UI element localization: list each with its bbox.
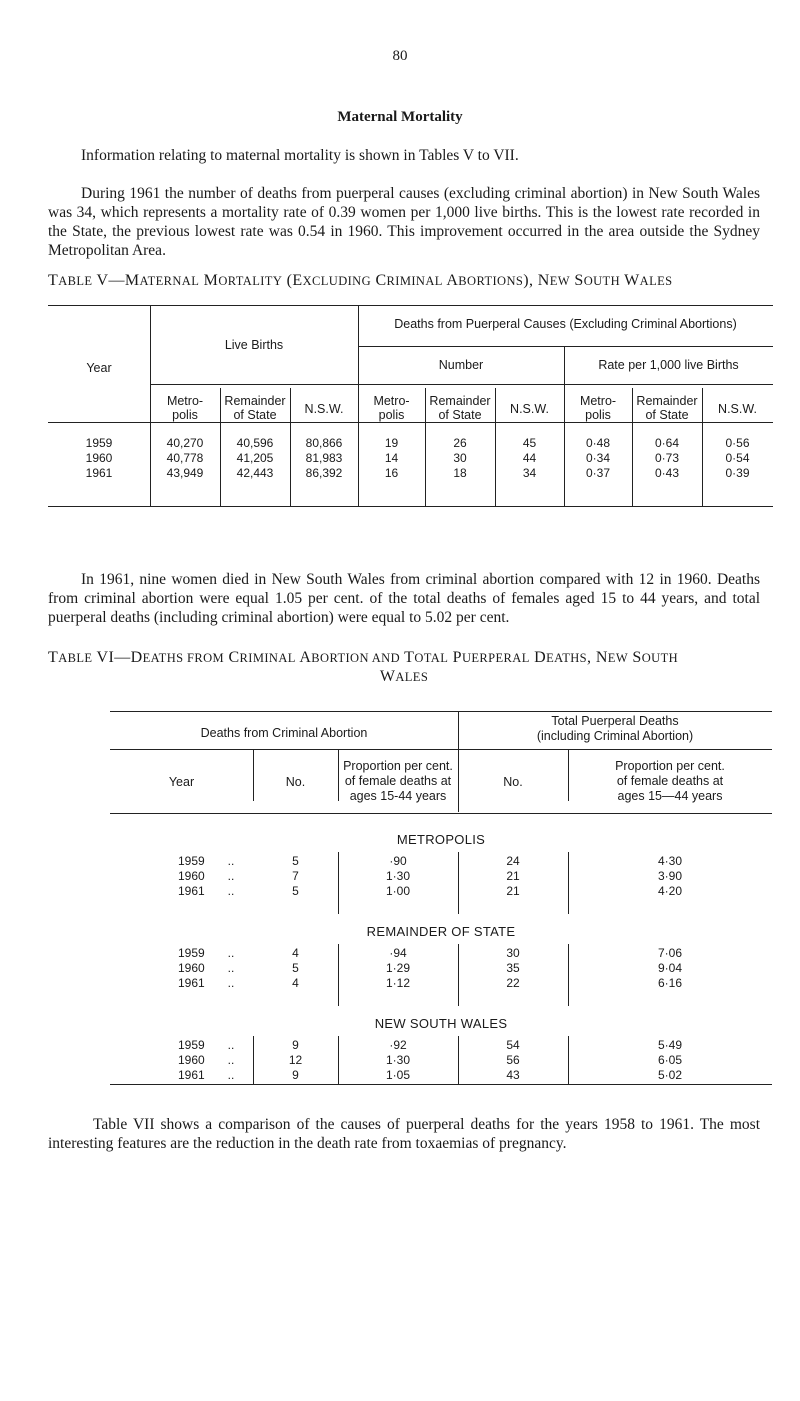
leader-dots: .. [227,869,235,883]
table-6-caption: TABLE VI—DEATHS FROM CRIMINAL ABORTION AND TOTAL PUERPERAL DEATHS, NEW SOUTH WALES [48,649,679,685]
table-cell: 5·02 [657,1068,683,1082]
proportion-header: Proportion per cent. of female deaths at ages 15—44 years [615,759,725,803]
subheader-remainder: Remainder of State [636,394,698,422]
table-cell: 80,866 [305,436,343,450]
no-header: No. [503,775,523,789]
table-cell: 0·56 [725,436,750,450]
table-cell: 4·20 [657,884,683,898]
table-cell: 5·49 [657,1038,683,1052]
table-cell: 34 [522,466,537,480]
table-cell: 1·30 [385,1053,411,1067]
table-cell: 81,983 [305,451,343,465]
table-cell: 43,949 [166,466,204,480]
row-year: 1960 [178,869,205,883]
subheader-remainder: Remainder of State [429,394,491,422]
table-cell: 1·29 [385,961,411,975]
leader-dots: .. [227,946,235,960]
subheader-metropolis: Metro- polis [373,394,410,422]
table-cell: 0·54 [725,451,750,465]
table-cell: 0·39 [725,466,750,480]
rule [110,1084,772,1085]
row-year: 1960 [178,1053,205,1067]
table-cell: 14 [384,451,399,465]
rule [48,422,773,423]
rule [48,506,773,507]
row-year: 1961 [178,976,205,990]
table-cell: 7 [292,869,299,883]
year-header: Year [168,775,195,789]
table-cell: 6·05 [657,1053,683,1067]
table-cell: 21 [506,869,520,883]
table-cell: 1·00 [385,884,411,898]
table-cell: 7·06 [657,946,683,960]
year-header: Year [86,361,112,375]
table-cell: ·92 [389,1038,407,1052]
row-year: 1959 [178,854,205,868]
table-cell: 18 [453,466,467,480]
number-header: Number [438,358,484,372]
table-cell: 19 [384,436,399,450]
table-cell: 22 [506,976,520,990]
table-cell: ·94 [389,946,407,960]
subheader-metropolis: Metro- polis [579,394,617,422]
table-cell: 0·64 [654,436,680,450]
total-puerperal-header: Total Puerperal Deaths (including Criminal Abortion) [536,714,694,743]
table-cell: 26 [453,436,467,450]
table-cell: 45 [522,436,537,450]
subheader-metropolis: Metro- polis [166,394,204,422]
puerperal-paragraph: During 1961 the number of deaths from puerperal causes (excluding criminal abortion) in New South Wales was 34, which represents a mortality rate of 0.39 women per 1,000 live births. This is the lowest rate recorded in the State, the previous lowest rate was 0.54 in 1960. This improvement occurred in the area outside the Sydney Metropolitan Area. [48,185,760,259]
row-year: 1960 [178,961,205,975]
rule [110,711,772,712]
leader-dots: .. [227,1053,235,1067]
leader-dots: .. [227,961,235,975]
live-births-header: Live Births [224,338,284,352]
table-cell: 9 [292,1038,299,1052]
row-year: 1961 [85,466,113,480]
table-cell: 41,205 [236,451,274,465]
row-year: 1960 [85,451,113,465]
row-year: 1959 [178,946,205,960]
table-cell: 9 [292,1068,299,1082]
table-cell: 0·73 [654,451,680,465]
row-year: 1961 [178,1068,205,1082]
row-year: 1959 [85,436,113,450]
criminal-abortion-header: Deaths from Criminal Abortion [200,726,368,740]
proportion-header: Proportion per cent. of female deaths at ages 15-44 years [343,759,453,803]
table-cell: 21 [506,884,520,898]
leader-dots: .. [227,1038,235,1052]
table-cell: 44 [522,451,537,465]
table-cell: 30 [453,451,467,465]
table-cell: 54 [506,1038,520,1052]
rule [110,813,772,814]
table-cell: 42,443 [236,466,274,480]
leader-dots: .. [227,884,235,898]
table-cell: 40,270 [166,436,204,450]
leader-dots: .. [227,976,235,990]
table-cell: 86,392 [305,466,343,480]
subheader-nsw: N.S.W. [718,402,757,416]
leader-dots: .. [227,1068,235,1082]
rule [110,749,772,750]
table-cell: 5 [292,961,299,975]
table-cell: 0·43 [654,466,680,480]
subheader-nsw: N.S.W. [510,402,549,416]
intro-paragraph: Information relating to maternal mortality is shown in Tables V to VII. [81,147,519,164]
rule [150,384,773,385]
row-year: 1961 [178,884,205,898]
table-cell: 30 [506,946,520,960]
table-cell: 4 [292,976,299,990]
section-title: NEW SOUTH WALES [374,1016,508,1031]
table-cell: 5 [292,884,299,898]
table-cell: 1·12 [385,976,411,990]
table-cell: 9·04 [657,961,683,975]
table-cell: 3·90 [657,869,683,883]
table-cell: 4 [292,946,299,960]
subheader-nsw: N.S.W. [304,402,344,416]
subheader-remainder: Remainder of State [224,394,286,422]
table-cell: 4·30 [657,854,683,868]
section-title: METROPOLIS [396,832,486,847]
section-title: REMAINDER OF STATE [366,924,516,939]
table-cell: 0·34 [585,451,611,465]
rule [48,305,773,306]
table-cell: 16 [384,466,399,480]
table-cell: 1·05 [385,1068,411,1082]
rate-header: Rate per 1,000 live Births [598,358,739,372]
table-5-caption: TABLE V—MATERNAL MORTALITY (EXCLUDING CRIMINAL ABORTIONS), NEW SOUTH WALES [48,272,673,289]
page-number: 80 [392,48,408,64]
table-cell: 5 [292,854,299,868]
table-cell: 43 [506,1068,520,1082]
deaths-header: Deaths from Puerperal Causes (Excluding Criminal Abortions) [394,317,737,331]
table-cell: 40,596 [236,436,274,450]
table-cell: 40,778 [166,451,204,465]
section-heading: Maternal Mortality [337,109,463,125]
table-cell: ·90 [389,854,407,868]
table-cell: 35 [506,961,520,975]
table-cell: 12 [288,1053,303,1067]
table-cell: 56 [506,1053,520,1067]
table-cell: 24 [506,854,520,868]
criminal-abortion-paragraph: In 1961, nine women died in New South Wales from criminal abortion compared with 12 in 1960. Deaths from criminal abortion were equal 1.05 per cent. of the total deaths of females aged 15 to 44 years, and total puerperal deaths (including criminal abortion) were equal to 5.02 per cent. [48,571,760,626]
leader-dots: .. [227,854,235,868]
no-header: No. [285,775,306,789]
table-cell: 0·37 [585,466,611,480]
row-year: 1959 [178,1038,205,1052]
table-cell: 6·16 [657,976,683,990]
table-7-paragraph: Table VII shows a comparison of the causes of puerperal deaths for the years 1958 to 1961. The most interesting features are the reduction in the death rate from toxaemias of pregnancy. [48,1116,760,1152]
table-cell: 1·30 [385,869,411,883]
table-cell: 0·48 [585,436,611,450]
rule [358,346,773,347]
